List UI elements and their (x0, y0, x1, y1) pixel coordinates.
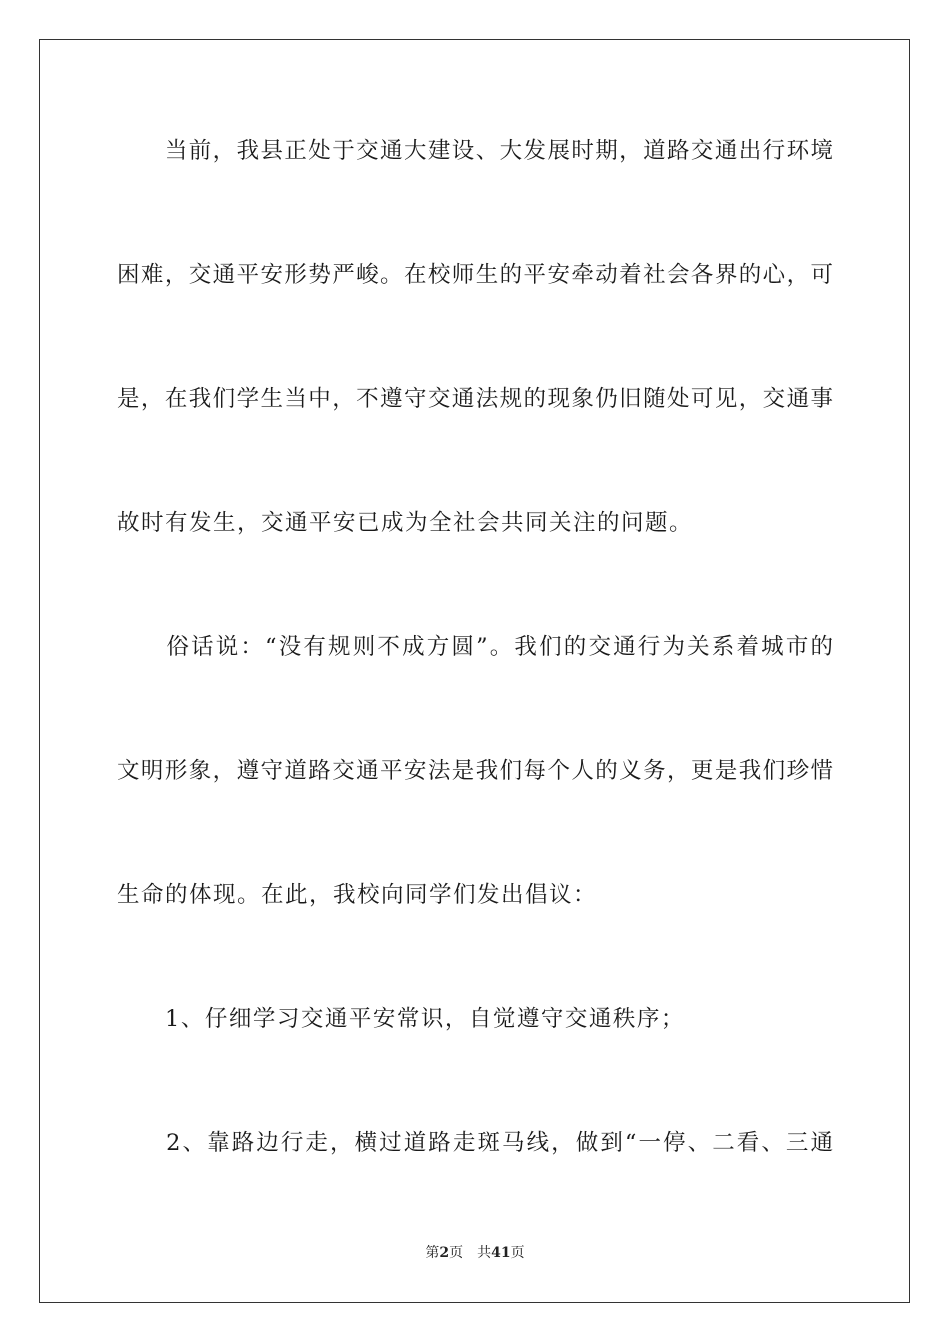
text-line: 故时有发生，交通平安已成为全社会共同关注的问题。 (117, 510, 694, 536)
page-label-prefix: 第 (425, 1245, 440, 1261)
text-line: 俗话说：“没有规则不成方圆”。我们的交通行为关系着城市的 (117, 634, 833, 660)
total-label-suffix: 页 (510, 1245, 525, 1261)
page-label-suffix: 页 (449, 1245, 464, 1261)
text-line: 2、靠路边行走，横过道路走斑马线，做到“一停、二看、三通 (117, 1130, 833, 1156)
text-line: 1、仔细学习交通平安常识，自觉遵守交通秩序； (117, 1006, 685, 1032)
total-label-prefix: 共 (477, 1245, 492, 1261)
page-border (39, 39, 910, 1303)
total-pages: 41 (491, 1245, 511, 1261)
text-line: 困难，交通平安形势严峻。在校师生的平安牵动着社会各界的心，可 (117, 262, 833, 288)
page-number: 2 (439, 1245, 450, 1261)
page-footer (0, 1244, 950, 1262)
text-line: 是，在我们学生当中，不遵守交通法规的现象仍旧随处可见，交通事 (117, 386, 833, 412)
text-line: 文明形象，遵守道路交通平安法是我们每个人的义务，更是我们珍惜 (117, 758, 833, 784)
text-line: 生命的体现。在此，我校向同学们发出倡议： (117, 882, 598, 908)
text-line: 当前，我县正处于交通大建设、大发展时期，道路交通出行环境 (117, 138, 833, 164)
